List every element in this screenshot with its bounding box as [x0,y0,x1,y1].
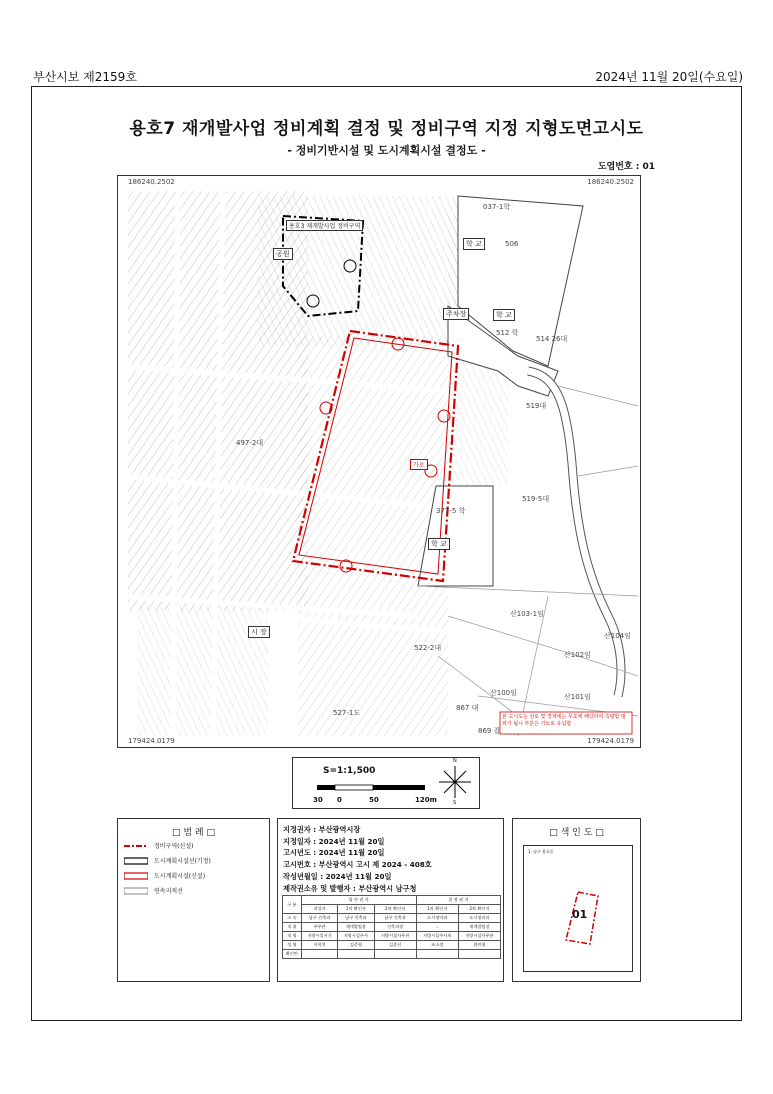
lot-869: 869 잡 [478,727,501,735]
facility-line-new-icon [124,872,148,880]
lot-512: 512 학 [496,329,519,337]
table-cell: 2차 확인자 [458,905,500,914]
table-cell [338,950,374,959]
lot-519: 519대 [526,402,547,410]
legend-item [124,886,183,895]
zone-name-label: 용호3 재개발사업 정비구역 [286,220,363,231]
road-label: 가로 [410,459,428,470]
table-cell: 1차 확인자 [416,905,458,914]
table-row [283,923,501,932]
map-area[interactable] [117,175,641,748]
lot-san104: 산104임 [604,632,631,640]
table-cell: - [416,923,458,932]
table-cell: 남구 건축과 [374,914,416,923]
confirmation-table [282,895,501,959]
table-cell: 지방시설사무관 [458,932,500,941]
table-cell: 작성자 [301,905,337,914]
lot-522: 522-2대 [414,644,442,652]
table-cell [374,950,416,959]
info-line: 고시번호 : 부산광역시 고시 제 2024 - 408호 [283,860,432,869]
legend-label: 연속지적선 [154,888,183,895]
table-cell: 입 안 권 자 [301,896,416,905]
table-cell: 조소정 [416,941,458,950]
table-cell: 성 명 [283,941,302,950]
south-arrow-label: S [453,800,457,806]
legend-item [124,841,193,850]
table-cell: 재개발팀장 [458,923,500,932]
lot-san103: 산103-1임 [510,610,544,618]
coord-top-left: 186240.2502 [128,178,175,186]
scale-tick-3: 120m [415,796,437,804]
table-cell: 2차 확인자 [374,905,416,914]
north-arrow-label: N [453,758,457,764]
legend-label: 도시계획시설선(기정) [154,858,211,865]
scale-tick-1: 0 [337,796,342,804]
index-title: □ 색 인 도 □ [549,828,604,838]
lot-867: 867 대 [456,704,479,712]
info-line: 제작권소유 및 발행자 : 부산광역시 남구청 [283,884,417,893]
scale-label: S=1:1,500 [323,766,376,776]
scale-box [292,757,480,809]
park-label: 공원 [273,248,293,260]
facility-line-existing-icon [124,857,148,865]
parking-label: 주차장 [443,308,469,320]
scale-tick-0: 30 [313,796,323,804]
lot-497: 497-2대 [236,439,264,447]
legend-box [117,818,270,982]
lot-506: 506 [505,240,519,248]
table-cell: 주무관 [301,923,337,932]
page-title: 용호7 재개발사업 정비계획 결정 및 정비구역 지정 지형도면고시도 [129,119,644,139]
table-row [283,914,501,923]
scale-tick-2: 50 [369,796,379,804]
table-cell [301,950,337,959]
table-cell: 구 분 [283,896,302,914]
info-line: 지정일자 : 2024년 11월 20일 [283,837,385,846]
table-cell [416,950,458,959]
table-row [283,932,501,941]
index-sheet-number: 01 [572,908,588,921]
table-cell: 도시정비과 [458,914,500,923]
coord-bottom-left: 179424.0179 [128,737,175,745]
coord-bottom-right: 179424.0179 [587,737,634,745]
cadastral-map [118,176,641,748]
lot-san100: 산100임 [490,689,517,697]
table-row [283,950,501,959]
legend-item [124,871,205,880]
info-line: 지정권자 : 부산광역시장 [283,825,361,834]
lot-514: 514 26대 [536,335,568,343]
lot-san101: 산101임 [564,693,591,701]
table-cell: 건축과장 [374,923,416,932]
table-cell: 김종선 [374,941,416,950]
lot-527: 527-1도 [333,709,361,717]
lot-san102: 산102임 [564,651,591,659]
table-cell: 지방시설주사보 [416,932,458,941]
notice-info-box [277,818,504,982]
map-notice: 본 고시도는 선로 및 경계에는 무효에 해당하여 측량함 범위가 됩니 부분은 기토로 유념함 [502,714,626,727]
legend-label: 도시계획시설(신설) [154,873,206,880]
table-cell: 지방시설주사 [338,932,374,941]
table-cell [458,950,500,959]
table-cell: 결 정 권 자 [416,896,500,905]
table-row [283,941,501,950]
lot-377-5: 377-5 학 [436,507,466,515]
table-cell: 1차 확인자 [338,905,374,914]
index-map-box [512,818,641,982]
gazette-issue: 부산시보 제2159호 [33,70,137,84]
table-cell: 도시정비과 [416,914,458,923]
school-label-2: 학 교 [493,309,515,321]
school-label-3: 학 교 [428,538,450,550]
table-row [283,905,501,914]
table-cell: 소 속 [283,914,302,923]
table-cell: 남구 건축과 [301,914,337,923]
gazette-date: 2024년 11월 20일(수요일) [595,70,743,84]
table-cell: 남구 건축과 [338,914,374,923]
index-map[interactable] [523,845,633,972]
market-label: 시 장 [248,626,270,638]
table-cell: 직 명 [283,932,302,941]
legend-item [124,856,211,865]
table-cell: 김준형 [338,941,374,950]
zone-line-icon [124,842,148,850]
table-cell: 이희연 [301,941,337,950]
table-cell: 위민영 [458,941,500,950]
school-label-1: 학 교 [463,238,485,250]
cadastral-line-icon [124,887,148,895]
table-cell: 재개발팀장 [338,923,374,932]
coord-top-right: 186240.2502 [587,178,634,186]
table-cell: 지방시설서기 [301,932,337,941]
legend-title: □ 범 례 □ [172,828,215,838]
table-cell: 직 위 [283,923,302,932]
table-cell: 지방시설사무관 [374,932,416,941]
index-district: 1. 남구 용호동 [528,849,554,854]
legend-label: 정비구역(신설) [154,843,194,850]
table-row [283,896,501,905]
table-cell: 확인란 [283,950,302,959]
lot-037: 037-1학 [483,203,511,211]
page-subtitle: - 정비기반시설 및 도시계획시설 결정도 - [287,144,486,157]
lot-519-5: 519-5대 [522,495,550,503]
info-line: 작성년월일 : 2024년 11월 20일 [283,872,392,881]
drawing-number: 도엽번호 : 01 [597,162,655,172]
info-line: 고시년도 : 2024년 11월 20일 [283,848,385,857]
